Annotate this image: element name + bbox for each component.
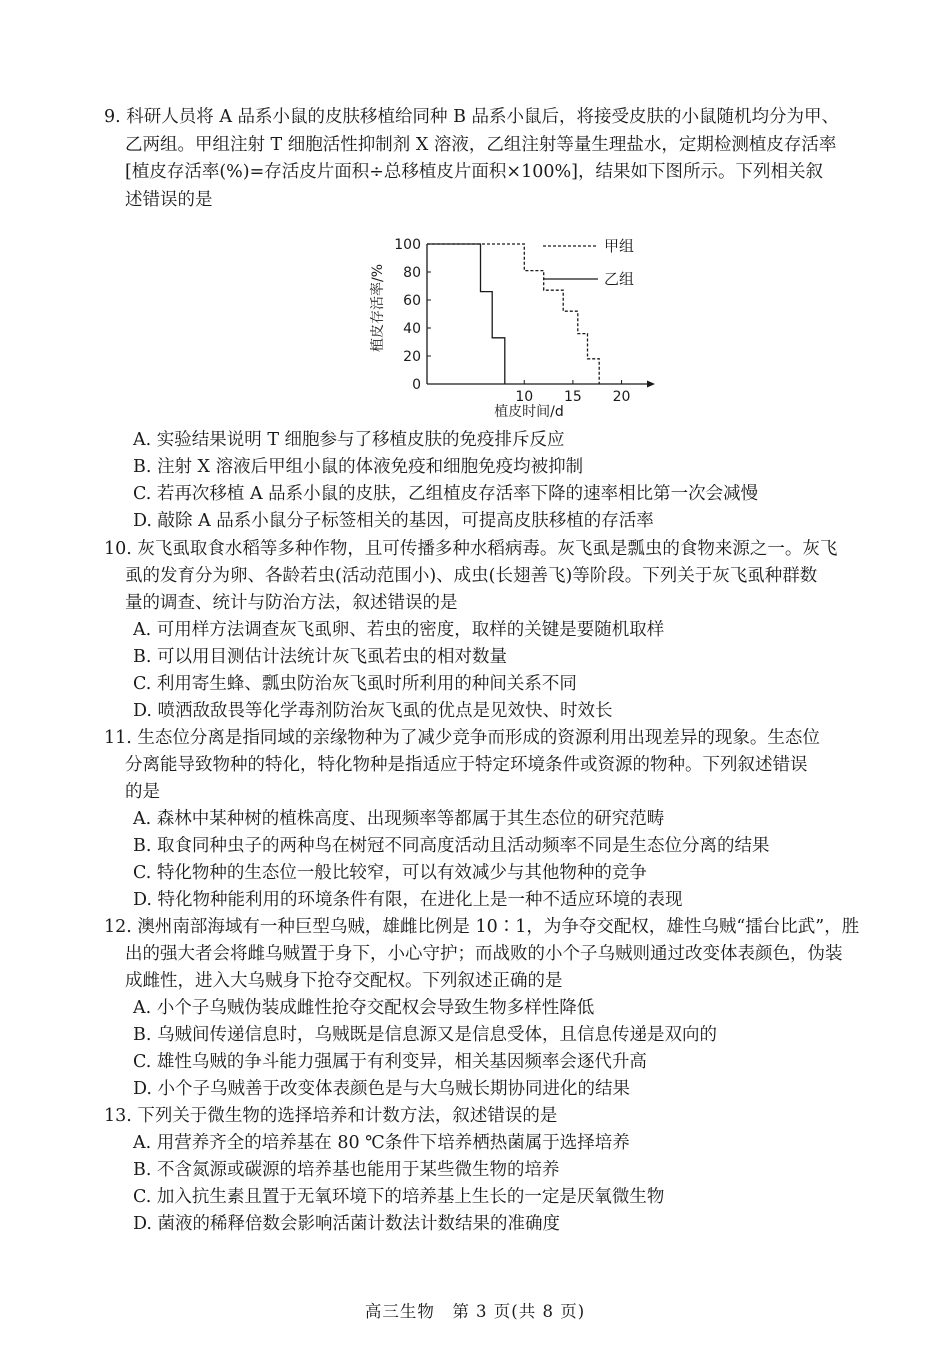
y-tick-label: 80 [403,265,421,281]
x-tick-label: 20 [612,389,631,405]
q11-stem-line-3: 的是 [125,782,160,802]
chart-x-axis-label: 植皮时间/d [494,404,564,420]
q12-option-d: D. 小个子乌贼善于改变体表颜色是与大乌贼长期协同进化的结果 [133,1079,631,1099]
y-tick-label: 100 [394,237,421,253]
q9-option-c: C. 若再次移植 A 品系小鼠的皮肤，乙组植皮存活率下降的速率相比第一次会减慢 [133,484,759,504]
q13-option-d: D. 菌液的稀释倍数会影响活菌计数法计数结果的准确度 [133,1214,561,1234]
chart-legend [543,237,634,288]
q13-option-a: A. 用营养齐全的培养基在 80 ℃条件下培养栖热菌属于选择培养 [133,1133,630,1153]
q11-option-d: D. 特化物种能利用的环境条件有限，在进化上是一种不适应环境的表现 [133,890,683,910]
chart-series [427,244,599,384]
series-line-group-yi [427,244,505,384]
q9-stem-line-1: 9. 科研人员将 A 品系小鼠的皮肤移植给同种 B 品系小鼠后，将接受皮肤的小鼠随机均分为甲、 [104,107,840,127]
y-tick-label: 20 [403,349,421,365]
q12-stem-line-2: 出的强大者会将雌乌贼置于身下，小心守护；而战败的小个子乌贼则通过改变体表颜色，伪装 [125,944,843,964]
page-footer: 高三生物 第 3 页(共 8 页) [364,1302,586,1321]
q13-stem-line-1: 13. 下列关于微生物的选择培养和计数方法，叙述错误的是 [104,1106,558,1126]
legend-label: 甲组 [604,237,635,255]
q10-option-c: C. 利用寄生蜂、瓢虫防治灰飞虱时所利用的种间关系不同 [133,674,577,694]
chart-y-axis-label: 植皮存活率/% [370,263,386,353]
q10-option-d: D. 喷洒敌敌畏等化学毒剂防治灰飞虱的优点是见效快、时效长 [133,701,613,721]
q9-option-d: D. 敲除 A 品系小鼠分子标签相关的基因，可提高皮肤移植的存活率 [133,511,654,531]
q9-option-a: A. 实验结果说明 T 细胞参与了移植皮肤的免疫排斥反应 [133,430,565,450]
q9-option-b: B. 注射 X 溶液后甲组小鼠的体液免疫和细胞免疫均被抑制 [133,457,584,477]
q11-option-c: C. 特化物种的生态位一般比较窄，可以有效减少与其他物种的竞争 [133,863,647,883]
x-axis-arrow [647,381,655,388]
x-tick-label: 10 [515,389,534,405]
q12-option-b: B. 乌贼间传递信息时，乌贼既是信息源又是信息受体，且信息传递是双向的 [133,1025,717,1045]
q10-stem-line-1: 10. 灰飞虱取食水稻等多种作物，且可传播多种水稻病毒。灰飞虱是瓢虫的食物来源之一。灰飞 [104,539,838,559]
q10-option-a: A. 可用样方法调查灰飞虱卵、若虫的密度，取样的关键是要随机取样 [133,620,665,640]
q12-option-a: A. 小个子乌贼伪装成雌性抢夺交配权会导致生物多样性降低 [133,998,595,1018]
q13-option-b: B. 不含氮源或碳源的培养基也能用于某些微生物的培养 [133,1160,560,1180]
q9-stem-line-4: 述错误的是 [125,190,213,210]
q9-stem-line-3: [植皮存活率(%)=存活皮片面积÷总移植皮片面积×100%]，结果如下图所示。下列相关叙 [125,162,823,182]
q11-stem-line-1: 11. 生态位分离是指同域的亲缘物种为了减少竞争而形成的资源利用出现差异的现象。生态位 [104,728,820,748]
y-tick-label: 40 [403,321,421,337]
series-line-group-jia [427,244,599,384]
q11-option-a: A. 森林中某种树的植株高度、出现频率等都属于其生态位的研究范畴 [133,809,665,829]
q12-option-c: C. 雄性乌贼的争斗能力强属于有利变异，相关基因频率会逐代升高 [133,1052,647,1072]
q11-option-b: B. 取食同种虫子的两种鸟在树冠不同高度活动且活动频率不同是生态位分离的结果 [133,836,770,856]
q11-stem-line-2: 分离能导致物种的特化，特化物种是指适应于特定环境条件或资源的物种。下列叙述错误 [125,755,808,775]
y-tick-label: 0 [412,377,421,393]
y-tick-label: 60 [403,293,421,309]
q10-option-b: B. 可以用目测估计法统计灰飞虱若虫的相对数量 [133,647,507,667]
q13-option-c: C. 加入抗生素且置于无氧环境下的培养基上生长的一定是厌氧微生物 [133,1187,665,1207]
q10-stem-line-3: 量的调查、统计与防治方法，叙述错误的是 [125,593,458,613]
skin-graft-survival-chart [360,230,660,422]
q10-stem-line-2: 虱的发育分为卵、各龄若虫(活动范围小)、成虫(长翅善飞)等阶段。下列关于灰飞虱种群数 [125,566,818,586]
q12-stem-line-3: 成雌性，进入大乌贼身下抢夺交配权。下列叙述正确的是 [125,971,563,991]
x-tick-label: 15 [563,389,582,405]
q9-stem-line-2: 乙两组。甲组注射 T 细胞活性抑制剂 X 溶液，乙组注射等量生理盐水，定期检测植皮存活率 [125,135,837,155]
q12-stem-line-1: 12. 澳州南部海域有一种巨型乌贼，雄雌比例是 10∶1，为争夺交配权，雄性乌贼“擂台比武”，胜 [104,917,860,937]
legend-label: 乙组 [604,270,635,288]
